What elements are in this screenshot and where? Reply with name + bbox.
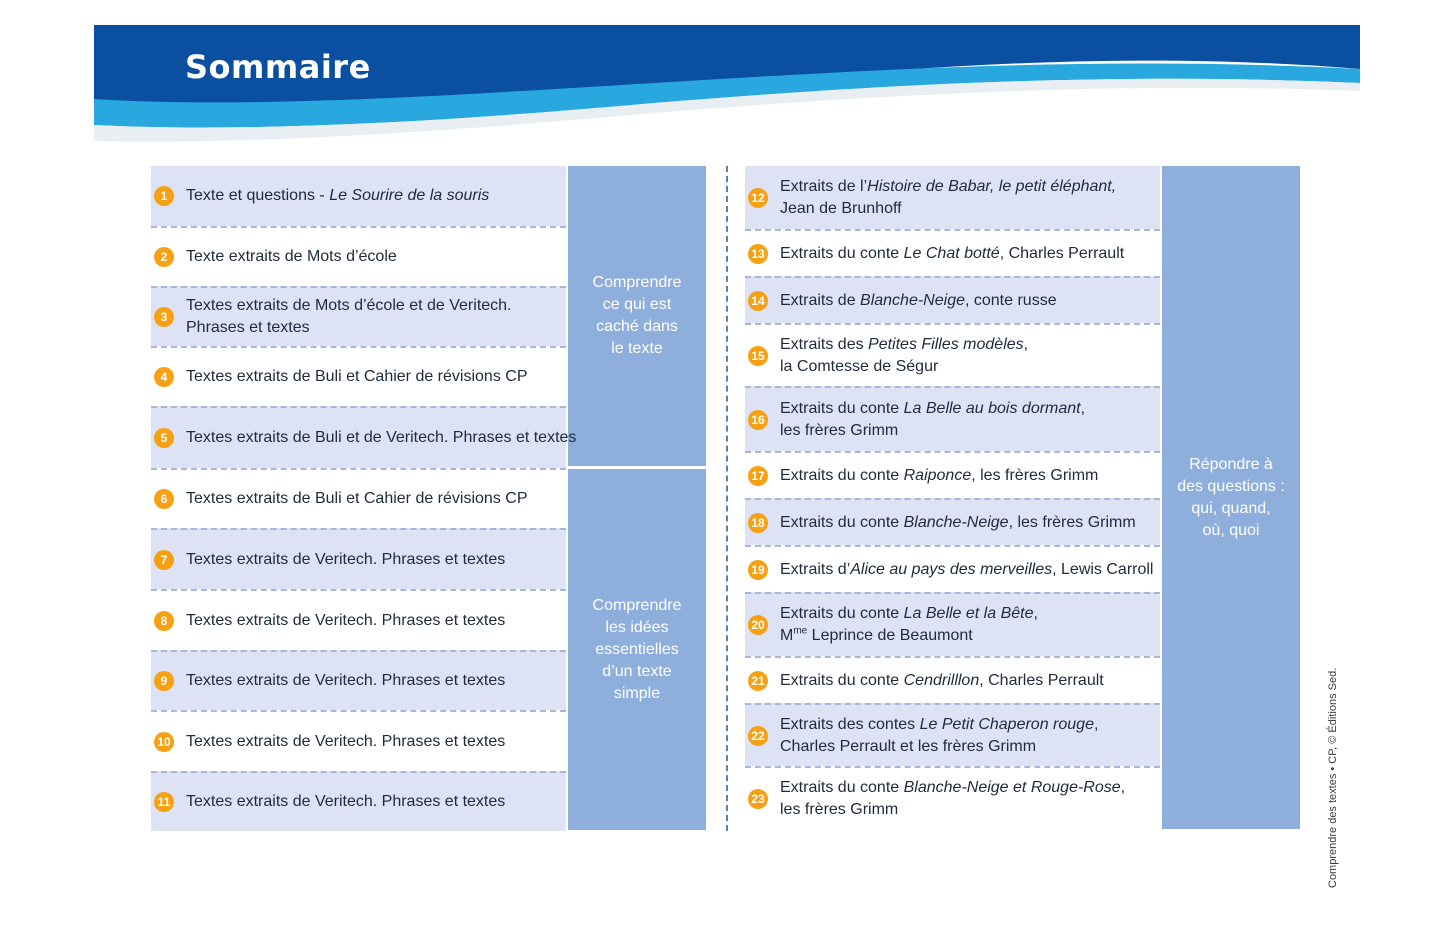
label-part: , Charles Perrault [979, 671, 1104, 689]
label-part: , les frères Grimm [780, 399, 1086, 439]
category-cache: Comprendre ce qui est caché dans le texte [568, 166, 706, 466]
number-badge: 2 [154, 247, 174, 267]
label-part: , M [780, 605, 1038, 644]
entry-label [780, 670, 1104, 692]
number-badge: 17 [748, 466, 768, 486]
label-part: , les frères Grimm [971, 466, 1099, 484]
label-part: Textes extraits de Buli et de Veritech. Phrases et textes [186, 429, 577, 446]
toc-entry-10[interactable] [151, 710, 566, 771]
label-part: Textes extraits de Buli et Cahier de révisions CP [186, 490, 528, 507]
toc-entry-6[interactable] [151, 468, 566, 528]
entry-label [186, 246, 397, 268]
number-badge: 18 [748, 513, 768, 533]
toc-entry-3[interactable] [151, 286, 566, 346]
toc-entry-11[interactable] [151, 771, 566, 831]
number-badge: 1 [154, 186, 174, 206]
title-italic: La Belle et la Bête [903, 605, 1034, 622]
title-italic: Petites Filles modèles [868, 335, 1024, 353]
entry-label [780, 243, 1124, 265]
label-part: Texte extraits de Mots d’école [186, 248, 397, 265]
entry-label [186, 295, 512, 339]
title-italic: Histoire de Babar, le petit éléphant, [867, 177, 1117, 195]
toc-entry-8[interactable] [151, 589, 566, 650]
label-part: Textes extraits de Buli et Cahier de révisions CP [186, 368, 528, 385]
entry-label [780, 176, 1116, 220]
toc-entry-22[interactable] [745, 703, 1160, 766]
toc-entry-1[interactable] [151, 166, 566, 226]
label-part: Extraits du conte [780, 778, 904, 796]
toc-entry-18[interactable] [745, 498, 1160, 545]
label-part: , la Comtesse de Ségur [780, 335, 1029, 375]
entry-label [780, 714, 1098, 758]
title-italic: La Belle au bois dormant [903, 399, 1081, 417]
entry-label [780, 603, 1038, 647]
title-italic: Alice au pays des merveilles [850, 560, 1053, 578]
number-badge: 13 [748, 244, 768, 264]
label-part: Extraits du conte [780, 513, 904, 531]
title-italic: Blanche-Neige [860, 291, 965, 309]
entry-label [186, 549, 505, 571]
toc-entry-12[interactable] [745, 166, 1160, 229]
label-part: , Charles Perrault et les frères Grimm [780, 715, 1099, 755]
label-part: Textes extraits de Veritech. Phrases et textes [186, 732, 506, 750]
label-part: Texte et questions - [186, 187, 330, 204]
label-part: Extraits du conte [780, 671, 904, 689]
toc-entry-23[interactable] [745, 766, 1160, 829]
toc-entry-4[interactable] [151, 346, 566, 406]
label-part: , les frères Grimm [780, 778, 1126, 818]
number-badge: 12 [748, 188, 768, 208]
toc-entry-5[interactable] [151, 406, 577, 468]
category-repondre: Répondre à des questions : qui, quand, où, quoi [1162, 166, 1300, 829]
label-part: Textes extraits de Veritech. Phrases et textes [186, 550, 506, 568]
number-badge: 9 [154, 671, 174, 691]
number-badge: 6 [154, 489, 174, 509]
entry-label [186, 427, 576, 449]
toc-entry-7[interactable] [151, 528, 566, 589]
label-part: me [793, 625, 808, 637]
title-italic: Le Sourire de la souris [329, 187, 490, 204]
title-italic: Raiponce [903, 466, 972, 484]
toc-entry-2[interactable] [151, 226, 566, 286]
label-part: , Charles Perrault [999, 244, 1125, 262]
number-badge: 5 [154, 428, 174, 448]
entry-label [780, 777, 1125, 821]
label-part: , conte russe [964, 291, 1057, 309]
title-italic: Blanche-Neige et Rouge-Rose [903, 778, 1121, 796]
number-badge: 8 [154, 611, 174, 631]
toc-entry-15[interactable] [745, 323, 1160, 386]
number-badge: 10 [154, 732, 174, 752]
entry-label [780, 398, 1085, 442]
number-badge: 15 [748, 346, 768, 366]
label-part: Textes extraits de Veritech. Phrases et textes [186, 611, 506, 629]
label-part: Extraits du conte [780, 244, 904, 262]
number-badge: 4 [154, 367, 174, 387]
toc-entry-21[interactable] [745, 656, 1160, 703]
entry-label [186, 366, 527, 388]
label-part: Extraits du conte [780, 605, 904, 622]
toc-entry-13[interactable] [745, 229, 1160, 276]
entry-label [780, 465, 1098, 487]
toc-entry-19[interactable] [745, 545, 1160, 592]
number-badge: 7 [154, 550, 174, 570]
toc-entry-16[interactable] [745, 386, 1160, 451]
label-part: Extraits des [780, 335, 869, 353]
label-part: , Lewis Carroll [1052, 560, 1154, 578]
number-badge: 11 [154, 792, 174, 812]
label-part: Leprince de Beaumont [807, 627, 973, 644]
category-idees: Comprendre les idées essentielles d’un texte simple [568, 469, 706, 830]
entry-label [186, 185, 489, 207]
number-badge: 23 [748, 789, 768, 809]
title-italic: Cendrilllon [903, 671, 980, 689]
label-part: Extraits de l’ [780, 177, 868, 195]
entry-label [780, 512, 1136, 534]
number-badge: 14 [748, 291, 768, 311]
label-part: Extraits d’ [780, 560, 851, 578]
toc-entry-14[interactable] [745, 276, 1160, 323]
entry-label [186, 610, 505, 632]
label-part: Extraits de [780, 291, 861, 309]
toc-entry-9[interactable] [151, 650, 566, 710]
number-badge: 19 [748, 560, 768, 580]
number-badge: 20 [748, 615, 768, 635]
title-italic: Le Petit Chaperon rouge [919, 715, 1094, 733]
number-badge: 21 [748, 671, 768, 691]
entry-label [186, 488, 527, 510]
toc-entry-20[interactable] [745, 592, 1160, 656]
label-part: Jean de Brunhoff [780, 199, 902, 217]
label-part: , les frères Grimm [1008, 513, 1136, 531]
label-part: Extraits du conte [780, 399, 904, 417]
entry-label [780, 334, 1028, 378]
number-badge: 22 [748, 726, 768, 746]
label-part: Extraits des contes [780, 715, 920, 733]
label-part: Textes extraits de Veritech. Phrases et textes [186, 793, 506, 810]
title-italic: Le Chat botté [903, 244, 1000, 262]
label-part: Textes extraits de Veritech. Phrases et textes [186, 672, 506, 689]
label-part: Extraits du conte [780, 466, 904, 484]
page-title: Sommaire [185, 48, 371, 86]
entry-label [186, 791, 505, 813]
entry-label [780, 559, 1153, 581]
label-part: Textes extraits de Mots d’école et de Veritech. Phrases et textes [186, 297, 512, 336]
toc-entry-17[interactable] [745, 451, 1160, 498]
number-badge: 3 [154, 307, 174, 327]
entry-label [780, 290, 1057, 312]
copyright-note: Comprendre des textes • CP, © Éditions Sed. [1327, 667, 1339, 888]
title-italic: Blanche-Neige [903, 513, 1009, 531]
entry-label [186, 670, 505, 692]
number-badge: 16 [748, 410, 768, 430]
header-banner [94, 25, 1360, 155]
column-divider [726, 166, 728, 831]
entry-label [186, 731, 505, 753]
